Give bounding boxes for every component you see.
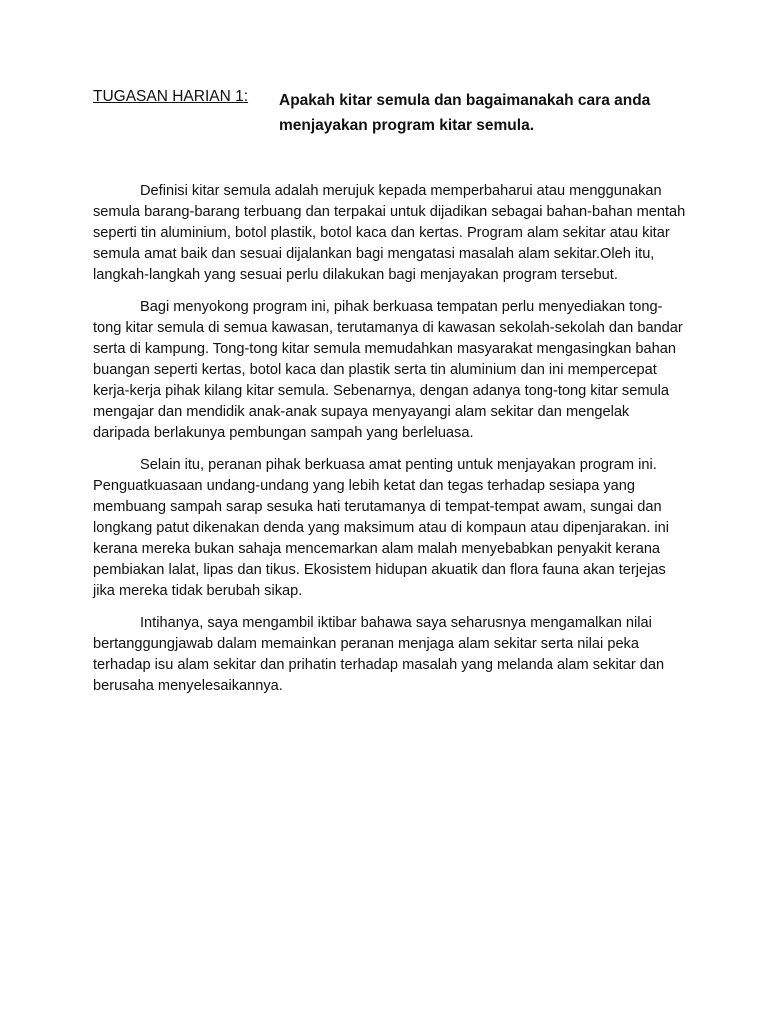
paragraph-enforcement: Selain itu, peranan pihak berkuasa amat penting untuk menjayakan program ini. Penguatkuasaan undang-undang yang lebih ketat dan tegas terhadap sesiapa yang membuang sampah sarap sesuka hati terutamanya di tempat-tempat awam, sungai dan longkang patut dikenakan denda yang maksimum atau di kompaun atau dipenjarakan. ini kerana mereka bukan sahaja mencemarkan alam malah menyebabkan penyakit kerana pembiakan lalat, lipas dan tikus. Ekosistem hidupan akuatik dan flora fauna akan terjejas jika mereka tidak berubah sikap. — [93, 457, 670, 599]
paragraph-conclusion: Intihanya, saya mengambil iktibar bahawa saya seharusnya mengamalkan nilai bertanggungjawab dalam memainkan peranan menjaga alam sekitar serta nilai peka terhadap isu alam sekitar dan prihatin terhadap masalah yang melanda alam sekitar dan berusaha menyelesaikannya. — [93, 615, 665, 694]
assignment-label — [93, 88, 248, 106]
essay-body — [93, 181, 689, 708]
assignment-label-colon: : — [243, 88, 249, 105]
assignment-question: Apakah kitar semula dan bagaimanakah cara anda menjayakan program kitar semula. — [279, 92, 651, 134]
assignment-label-text: TUGASAN HARIAN 1 — [93, 88, 244, 105]
paragraph-definition: Definisi kitar semula adalah merujuk kepada memperbaharui atau menggunakan semula barang-barang terbuang dan terpakai untuk dijadikan sebagai bahan-bahan mentah seperti tin aluminium, botol plastik, botol kaca dan kertas. Program alam sekitar atau kitar semula amat baik dan sesuai dijalankan bagi mengatasi masalah alam sekitar.Oleh itu, langkah-langkah yang sesuai perlu dilakukan bagi menjayakan program tersebut. — [93, 183, 686, 283]
paragraph-support: Bagi menyokong program ini, pihak berkuasa tempatan perlu menyediakan tong-tong kitar semula di semua kawasan, terutamanya di kawasan sekolah-sekolah dan bandar serta di kampung. Tong-tong kitar semula memudahkan masyarakat mengasingkan bahan buangan seperti kertas, botol kaca dan plastik serta tin aluminium dan ini mempercepat kerja-kerja pihak kilang kitar semula. Sebenarnya, dengan adanya tong-tong kitar semula mengajar dan mendidik anak-anak supaya menyayangi alam sekitar dan mengelak daripada berlakunya pembungan sampah yang berleluasa. — [93, 299, 683, 441]
